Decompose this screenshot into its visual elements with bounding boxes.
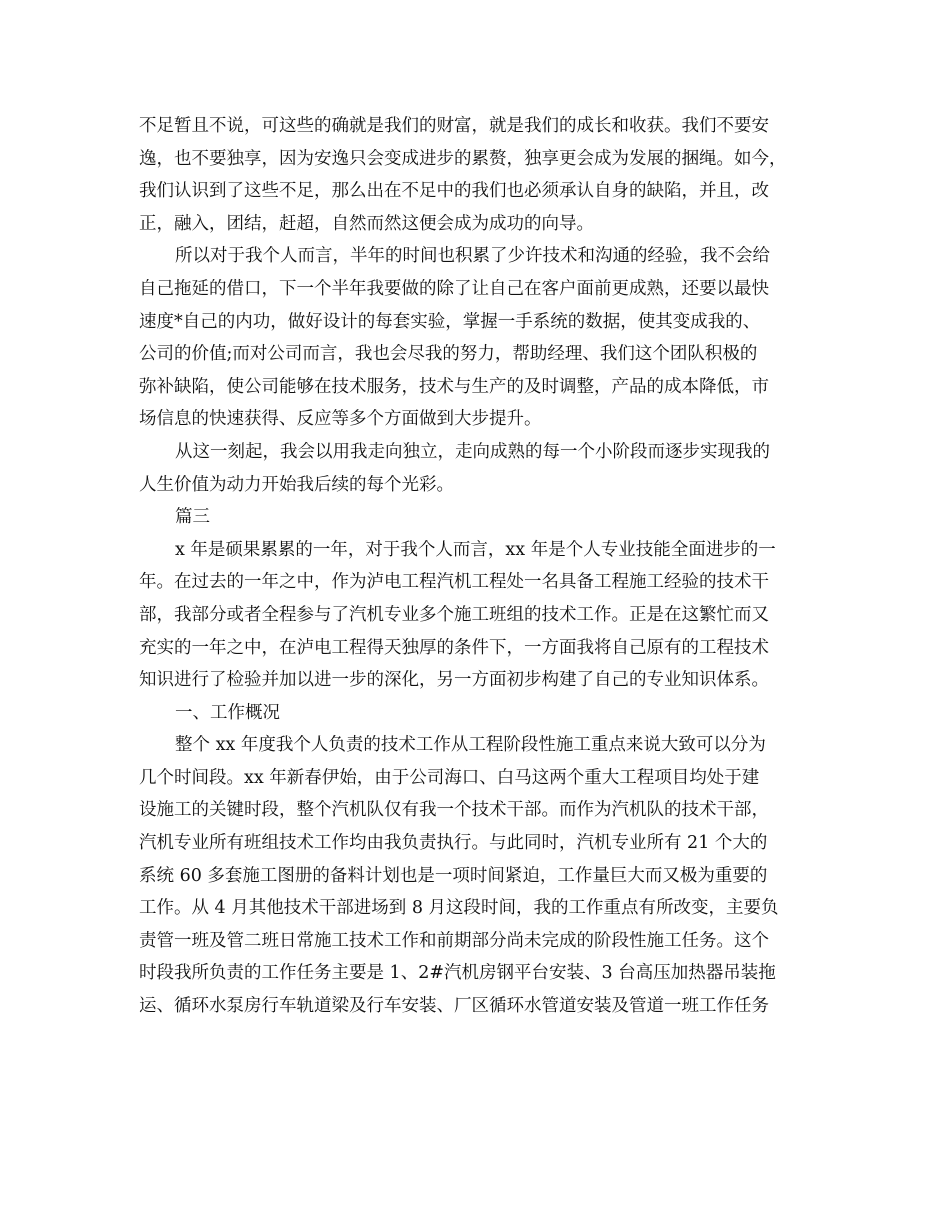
text-line: 我们认识到了这些不足，那么出在不足中的我们也必须承认自身的缺陷，并且，改 [139, 181, 769, 202]
paragraph-first-line: 所以对于我个人而言，半年的时间也积累了少许技术和沟通的经验，我不会给 [175, 246, 770, 267]
text-line: 时段我所负责的工作任务主要是 1、2#汽机房钢平台安装、3 台高压加热器吊装拖 [139, 963, 776, 984]
text-line: 自己拖延的借口，下一个半年我要做的除了让自己在客户面前更成熟，还要以最快 [139, 278, 769, 299]
text-line: 部，我部分或者全程参与了汽机专业多个施工班组的技术工作。正是在这繁忙而又 [139, 604, 769, 625]
text-line: 不足暂且不说，可这些的确就是我们的财富，就是我们的成长和收获。我们不要安 [139, 116, 769, 136]
text-line: 运、循环水泵房行车轨道梁及行车安装、厂区循环水管道安装及管道一班工作任务 [139, 996, 769, 1017]
text-line: 人生价值为动力开始我后续的每个光彩。 [139, 474, 454, 495]
text-line: 几个时间段。xx 年新春伊始，由于公司海口、白马这两个重大工程项目均处于建 [139, 767, 760, 788]
document-page [139, 110, 819, 1023]
text-line: 工作。从 4 月其他技术干部进场到 8 月这段时间，我的工作重点有所改变，主要负 [139, 898, 779, 919]
text-line: 责管一班及管二班日常施工技术工作和前期部分尚未完成的阶段性施工任务。这个 [139, 930, 769, 951]
text-line: 场信息的快速获得、反应等多个方面做到大步提升。 [139, 409, 542, 430]
text-line: 设施工的关键时段，整个汽机队仅有我一个技术干部。而作为汽机队的技术干部， [139, 800, 769, 821]
text-line: 年。在过去的一年之中，作为泸电工程汽机工程处一名具备工程施工经验的技术干 [139, 572, 769, 593]
text-line: 充实的一年之中，在泸电工程得天独厚的条件下，一方面我将自己原有的工程技术 [139, 637, 769, 658]
paragraph-first-line: 从这一刻起，我会以用我走向独立，走向成熟的每一个小阶段而逐步实现我的 [175, 441, 770, 462]
text-line: 弥补缺陷，使公司能够在技术服务，技术与生产的及时调整，产品的成本降低，市 [139, 376, 769, 397]
paragraph-first-line: x 年是硕果累累的一年，对于我个人而言，xx 年是个人专业技能全面进步的一 [175, 539, 776, 560]
text-line: 速度*自己的内功，做好设计的每套实验，掌握一手系统的数据，使其变成我的、 [139, 311, 761, 332]
text-line: 知识进行了检验并加以进一步的深化，另一方面初步构建了自己的专业知识体系。 [139, 670, 769, 691]
section-heading: 一、工作概况 [175, 702, 280, 723]
paragraph-first-line: 整个 xx 年度我个人负责的技术工作从工程阶段性施工重点来说大致可以分为 [175, 735, 766, 756]
text-line: 正，融入，团结，赶超，自然而然这便会成为成功的向导。 [139, 213, 594, 234]
text-line: 公司的价值;而对公司而言，我也会尽我的努力，帮助经理、我们这个团队积极的 [139, 344, 758, 365]
text-line: 逸，也不要独享，因为安逸只会变成进步的累赘，独享更会成为发展的捆绳。如今， [139, 148, 787, 169]
text-line: 系统 60 多套施工图册的备料计划也是一项时间紧迫，工作量巨大而又极为重要的 [139, 865, 768, 886]
text-line: 汽机专业所有班组技术工作均由我负责执行。与此同时，汽机专业所有 21 个大的 [139, 833, 768, 854]
section-heading: 篇三 [175, 507, 210, 528]
